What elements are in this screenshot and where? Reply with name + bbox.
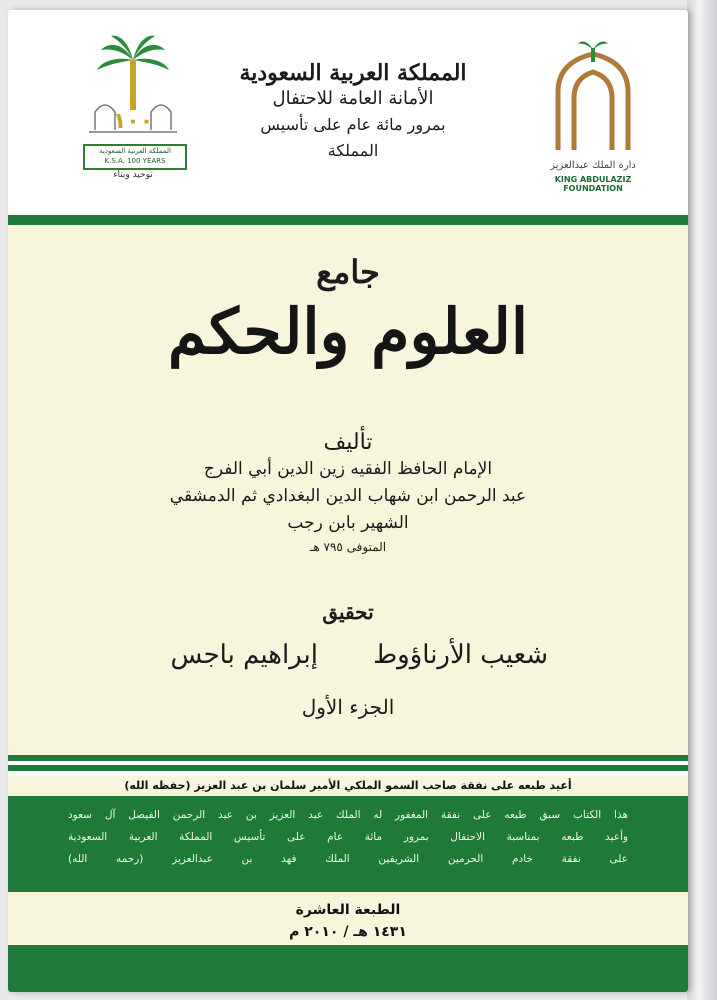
separator-green-band [8,765,688,771]
author-name-line2: عبد الرحمن ابن شهاب الدين البغدادي ثم الدمشقي [169,486,527,506]
kingdom-name: المملكة العربية السعودية [239,60,467,86]
edited-by-label: تحقيق [322,600,374,624]
ksa-100-years-logo [83,32,183,182]
author-name-line3: الشهير بابن رجب [287,513,409,533]
secretariat-name: الأمانة العامة للاحتفال [272,88,434,109]
author-block [8,430,688,557]
ksa-100-badge [83,144,187,170]
edition-year: ١٤٣١ هـ / ٢٠١٠ م [289,924,407,940]
badge-arabic-text: المملكة العربية السعودية [99,147,171,155]
volume-label: الجزء الأول [301,695,395,719]
book-title: العلوم والحكم [167,295,529,368]
darah-logo-icon [538,32,648,157]
svg-text:١٠٠: ١٠٠ [112,109,154,134]
separator-green-band [8,755,688,761]
cream-gap [8,892,688,900]
logo-motto: توحيد وبناء [113,170,153,180]
notice-line: وأعيد طبعه بمناسبة الاحتفال بمرور مائة عام على تأسيس المملكة العربية السعودية [68,831,628,843]
bottom-green-band [8,945,688,992]
author-death-year: المتوفى ٧٩٥ هـ [309,540,387,554]
editor-name: إبراهيم باجس [170,640,318,670]
title-prefix: جامع [316,253,380,291]
authored-by-label: تأليف [323,430,373,455]
cover-header [8,10,688,215]
foundation-english-name: KING ABDULAZIZ FOUNDATION [554,175,632,193]
centennial-secretariat-title [238,60,468,164]
king-abdulaziz-foundation-logo [538,32,648,192]
printing-notice-panel [8,796,688,892]
editor-name: شعيب الأرناؤوط [373,640,548,670]
top-green-band [8,215,688,225]
author-name-line1: الإمام الحافظ الفقيه زين الدين أبي الفرج [203,459,493,479]
book-cover [8,10,688,992]
book-spine-edge [687,0,717,1000]
foundation-arabic-name: دارة الملك عبدالعزيز [550,160,636,171]
centennial-line: بمرور مائة عام على تأسيس المملكة [260,115,446,160]
edition-label: الطبعة العاشرة [295,902,401,918]
sponsor-note: أعيد طبعه على نفقة صاحب السمو الملكي الأمير سلمان بن عبد العزيز (حفظه الله) [8,776,688,796]
palm-tree-emblem-icon [83,32,183,144]
notice-line: على نفقة خادم الحرمين الشريفين الملك فهد بن عبدالعزيز (رحمه الله) [68,853,628,865]
badge-english-text: K.S.A. 100 YEARS [104,157,166,165]
notice-line: هذا الكتاب سبق طبعه على نفقة المغفور له الملك عبد العزيز بن عبد الرحمن الفيصل آل سعود [68,809,628,821]
title-panel [8,225,688,755]
